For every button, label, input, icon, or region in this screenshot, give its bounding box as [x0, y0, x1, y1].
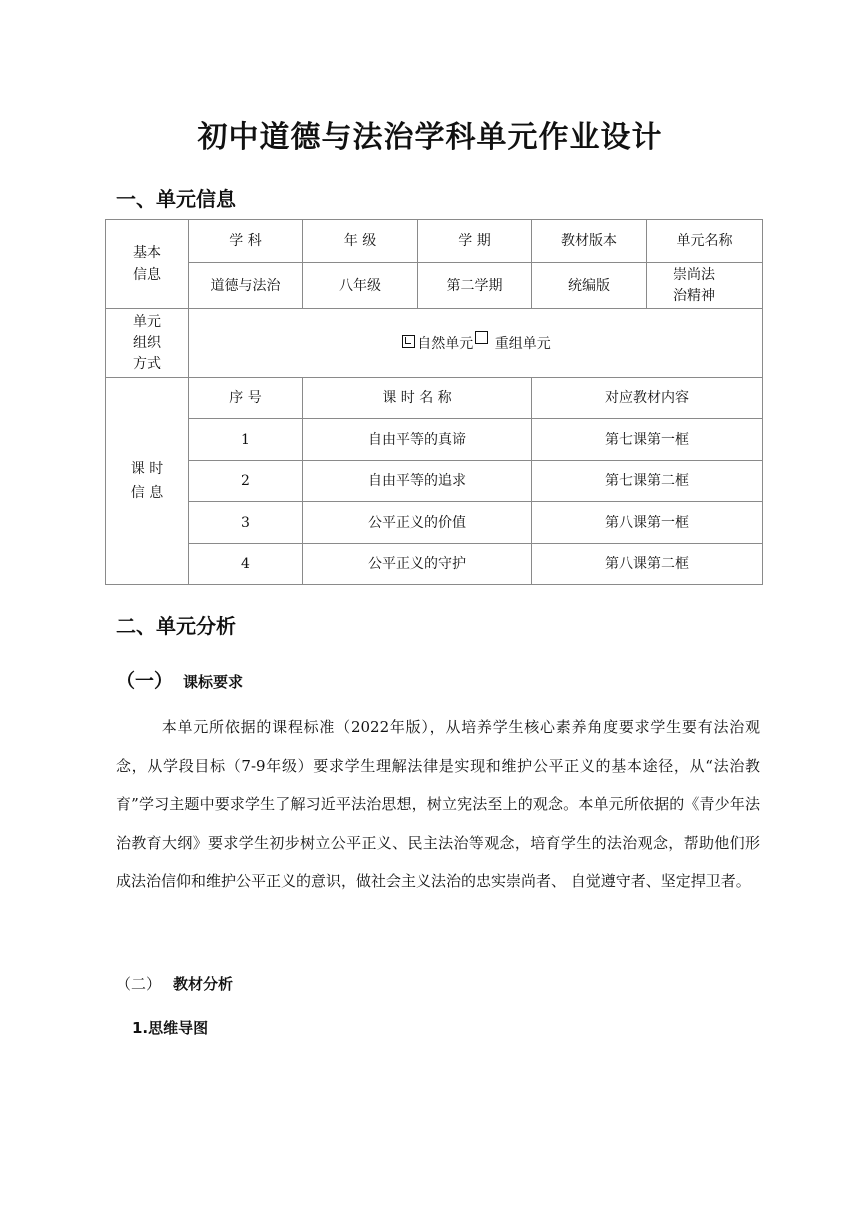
curriculum-paragraph — [116, 708, 760, 901]
lesson-name: 自由平等的真谛 — [303, 419, 532, 461]
header-lesson-no: 序 号 — [189, 378, 303, 419]
lesson-no: 2 — [189, 461, 303, 502]
subheading-curriculum-requirements — [116, 666, 243, 693]
unchecked-box-icon[interactable] — [475, 331, 488, 344]
header-lesson-name: 课 时 名 称 — [303, 378, 532, 419]
lesson-name: 自由平等的追求 — [303, 461, 532, 502]
lesson-content: 第七课第一框 — [532, 419, 763, 461]
org-method-options — [189, 309, 763, 378]
section-heading-unit-info: 一、单元信息 — [116, 187, 236, 211]
lesson-content: 第七课第二框 — [532, 461, 763, 502]
header-unit-name: 单元名称 — [647, 220, 763, 263]
header-term: 学 期 — [418, 220, 532, 263]
header-subject: 学 科 — [189, 220, 303, 263]
value-edition: 统编版 — [532, 263, 647, 309]
lesson-no: 3 — [189, 502, 303, 544]
option-regrouped-unit: 重组单元 — [494, 336, 551, 352]
org-method-label: 单元 组织 方式 — [106, 309, 189, 378]
option-natural-unit: 自然单元 — [417, 336, 474, 352]
header-grade: 年 级 — [303, 220, 418, 263]
value-grade: 八年级 — [303, 263, 418, 309]
subheading-title: 教材分析 — [173, 975, 234, 993]
subheading-prefix: （一） — [116, 670, 174, 692]
subheading-prefix: （二） — [116, 975, 162, 993]
unit-info-table — [105, 219, 763, 585]
lesson-no: 1 — [189, 419, 303, 461]
table-row — [106, 419, 763, 461]
checked-box-icon[interactable] — [402, 335, 415, 348]
table-row — [106, 502, 763, 544]
value-unit-name: 崇尚法 治精神 — [647, 263, 763, 309]
table-row — [106, 544, 763, 585]
header-edition: 教材版本 — [532, 220, 647, 263]
lesson-no: 4 — [189, 544, 303, 585]
lesson-content: 第八课第二框 — [532, 544, 763, 585]
paragraph-text: 本单元所依据的课程标准（2022年版），从培养学生核心素养角度要求学生要有法治观念，从学段目标（7-9年级）要求学生理解法律是实现和维护公平正义的基本途径，从“法治教育”学习主题中要求学生了解习近平法治思想，树立宪法至上的观念。本单元所依据的《青少年法治教育大纲》要求学生初步树立公平正义、民主法治等观念，培育学生的法治观念，帮助他们形成法治信仰和维护公平正义的意识，做社会主义法治的忠实崇尚者、 自觉遵守者、坚定捍卫者。 — [116, 718, 760, 890]
lesson-name: 公平正义的守护 — [303, 544, 532, 585]
header-lesson-content: 对应教材内容 — [532, 378, 763, 419]
lesson-info-label: 课 时 信 息 — [106, 378, 189, 585]
page-title: 初中道德与法治学科单元作业设计 — [197, 120, 663, 155]
basic-info-label: 基本 信息 — [106, 220, 189, 309]
subheading-textbook-analysis — [116, 973, 233, 994]
subheading-title: 课标要求 — [183, 673, 244, 691]
lesson-content: 第八课第一框 — [532, 502, 763, 544]
mind-map-heading: 1.思维导图 — [132, 1019, 209, 1037]
section-heading-unit-analysis: 二、单元分析 — [116, 614, 236, 638]
value-term: 第二学期 — [418, 263, 532, 309]
lesson-name: 公平正义的价值 — [303, 502, 532, 544]
value-subject: 道德与法治 — [189, 263, 303, 309]
table-row — [106, 461, 763, 502]
